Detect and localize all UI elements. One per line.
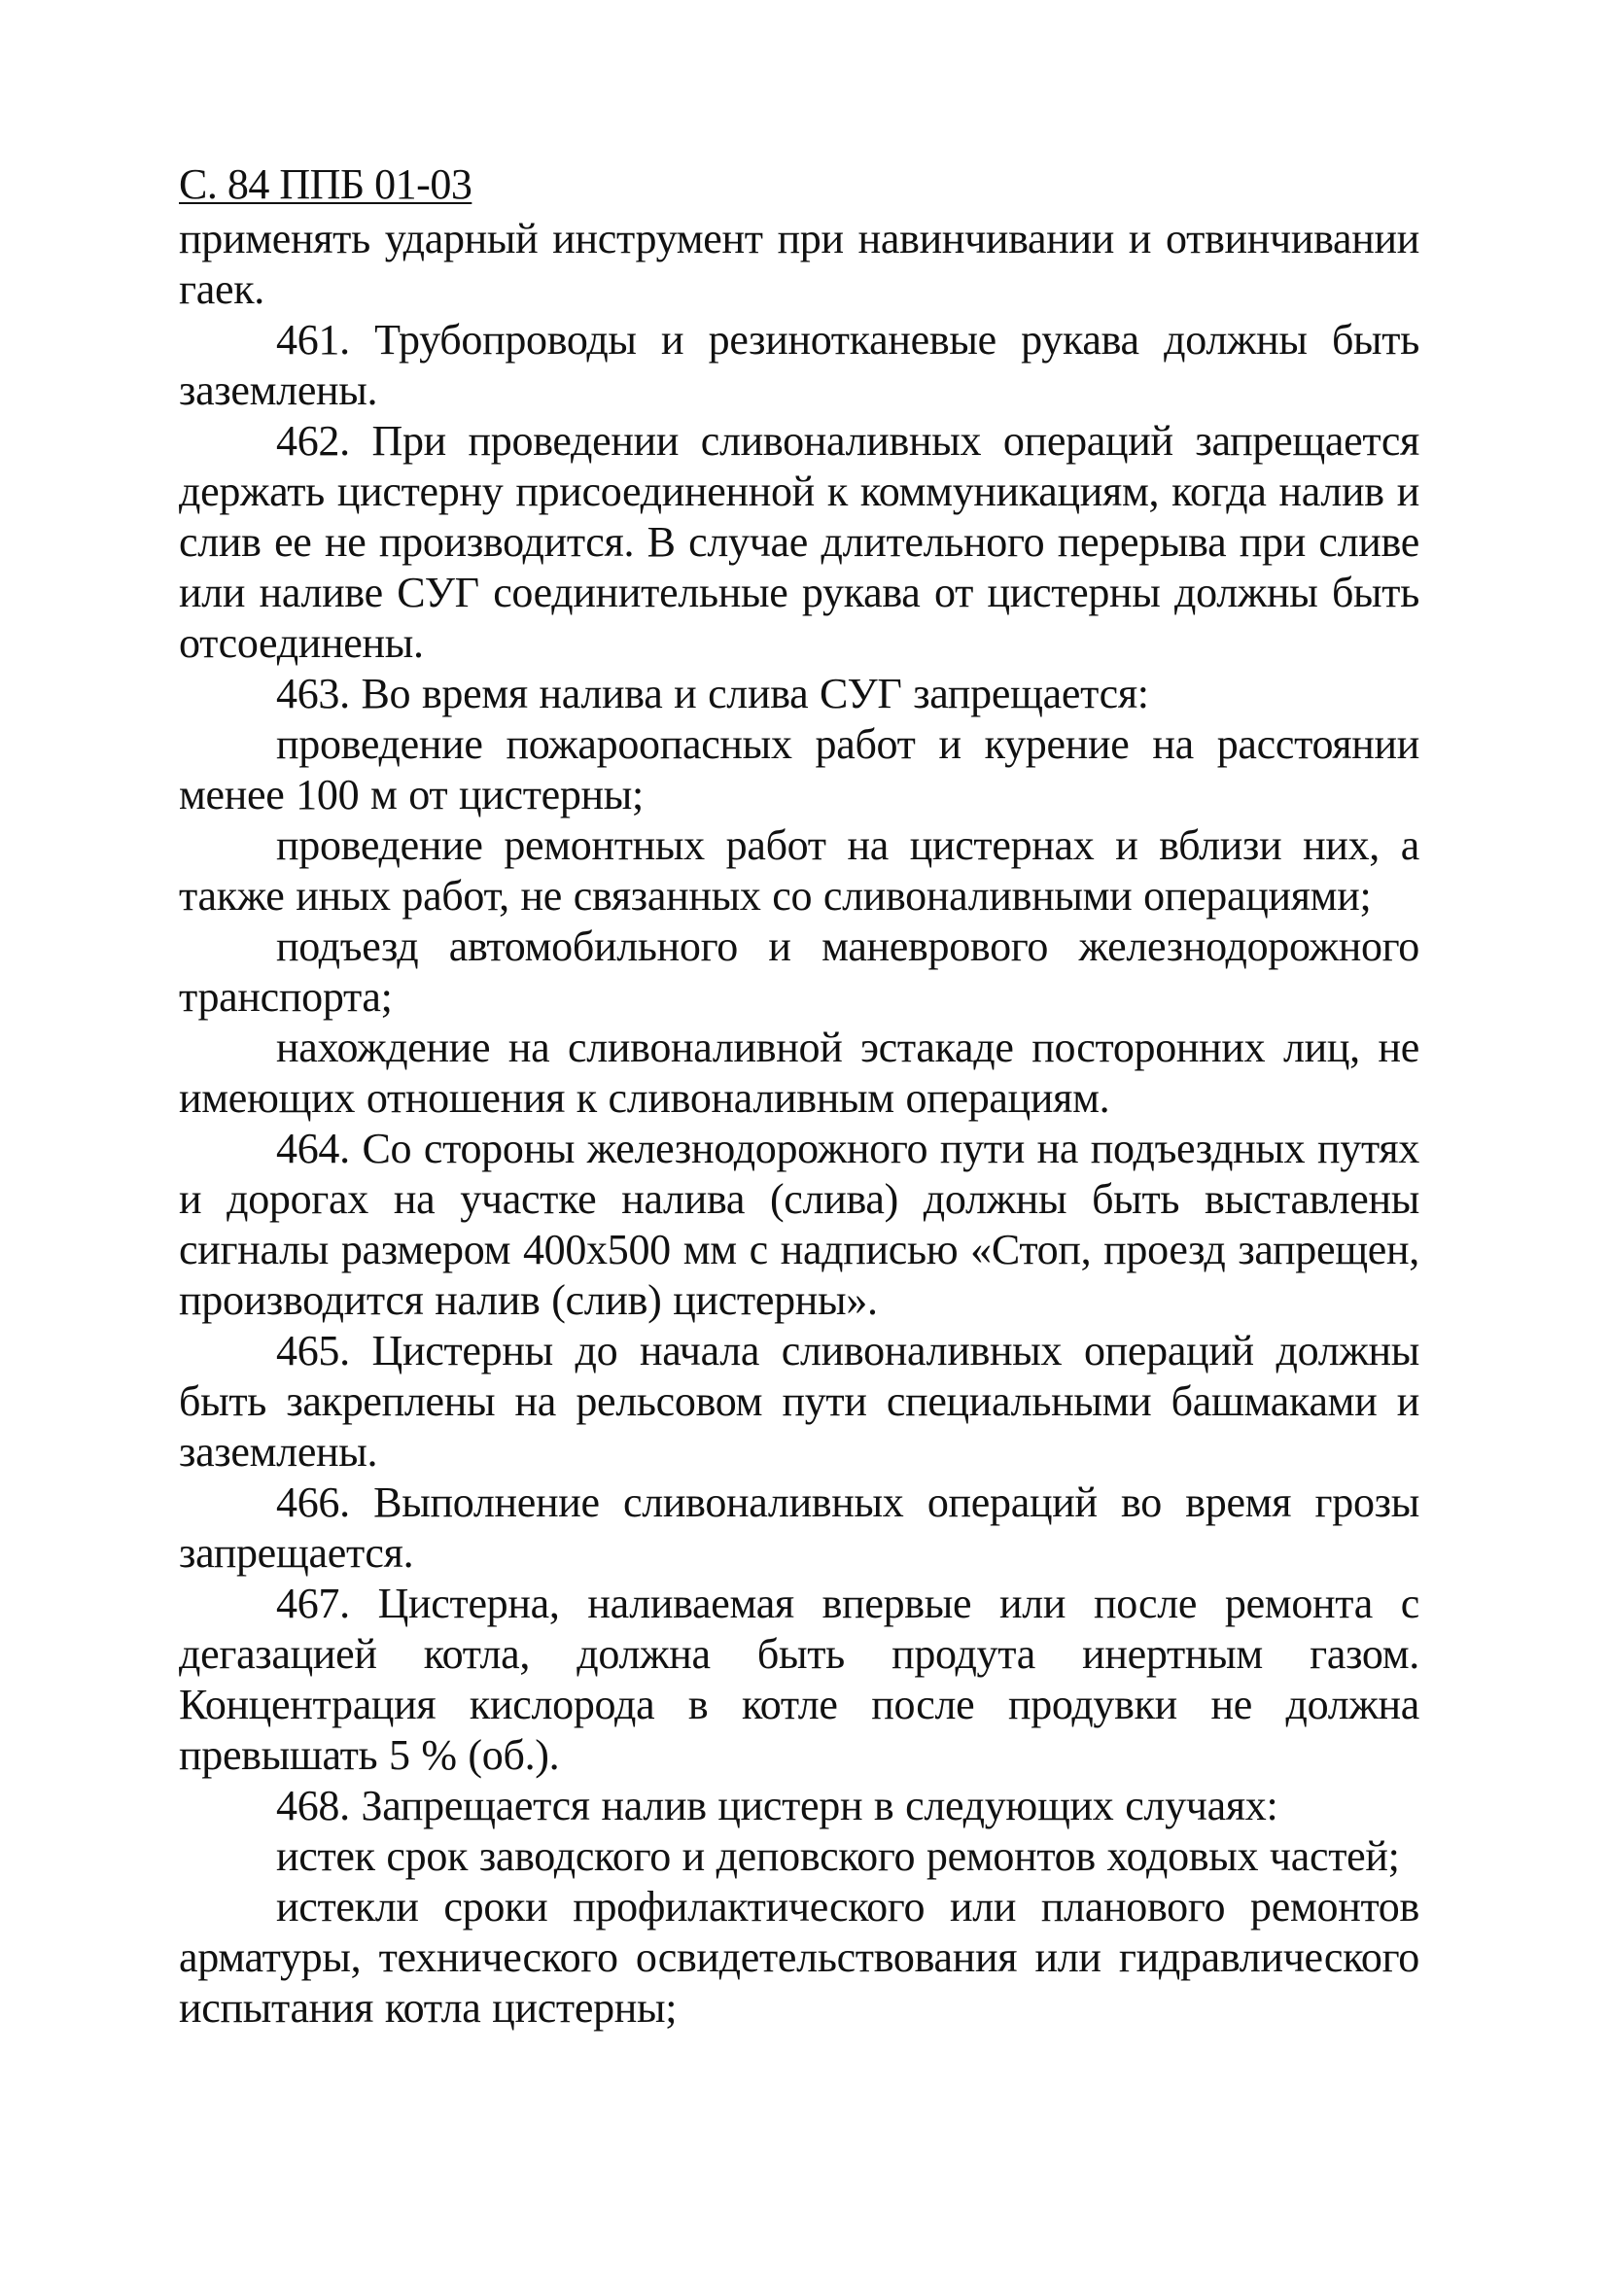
paragraph-continuation: применять ударный инструмент при навинчивании и отвинчивании гаек. (179, 215, 1419, 313)
paragraph-461: 461. Трубопроводы и резинотканевые рукава должны быть заземлены. (179, 316, 1419, 414)
document-body (179, 214, 1419, 2034)
paragraph-464: 464. Со стороны железнодорожного пути на подъездных путях и дорогах на участке налива (слива) должны быть выставлены сигналы размером 400х500 мм с надписью «Стоп, проезд запрещен, производится налив (слив) цистерны». (179, 1125, 1419, 1324)
paragraph-465: 465. Цистерны до начала сливоналивных операций должны быть закреплены на рельсовом пути специальными башмаками и заземлены. (179, 1327, 1419, 1476)
paragraph-462: 462. При проведении сливоналивных операций запрещается держать цистерну присоединенной к коммуникациям, когда налив и слив ее не производится. В случае длительного перерыва при сливе или наливе СУГ соединительные рукава от цистерны должны быть отсоединены. (179, 417, 1419, 667)
paragraph-468-item-1: истек срок заводского и деповского ремонтов ходовых частей; (276, 1832, 1400, 1880)
paragraph-468-item-2: истекли сроки профилактического или планового ремонтов арматуры, технического освидетельствования или гидравлического испытания котла цистерны; (179, 1883, 1419, 2032)
page-header: С. 84 ППБ 01-03 (179, 160, 472, 208)
paragraph-468: 468. Запрещается налив цистерн в следующих случаях: (276, 1782, 1278, 1829)
paragraph-463: 463. Во время налива и слива СУГ запрещается: (276, 670, 1149, 717)
paragraph-463-item-3: подъезд автомобильного и маневрового железнодорожного транспорта; (179, 922, 1419, 1021)
paragraph-463-item-1: проведение пожароопасных работ и курение на расстоянии менее 100 м от цистерны; (179, 720, 1419, 818)
paragraph-466: 466. Выполнение сливоналивных операций во время грозы запрещается. (179, 1478, 1419, 1577)
paragraph-467: 467. Цистерна, наливаемая впервые или после ремонта с дегазацией котла, должна быть продута инертным газом. Концентрация кислорода в котле после продувки не должна превышать 5 % (об.). (179, 1580, 1419, 1779)
paragraph-463-item-2: проведение ремонтных работ на цистернах и вблизи них, а также иных работ, не связанных со сливоналивными операциями; (179, 821, 1419, 920)
paragraph-463-item-4: нахождение на сливоналивной эстакаде посторонних лиц, не имеющих отношения к сливоналивным операциям. (179, 1024, 1419, 1122)
